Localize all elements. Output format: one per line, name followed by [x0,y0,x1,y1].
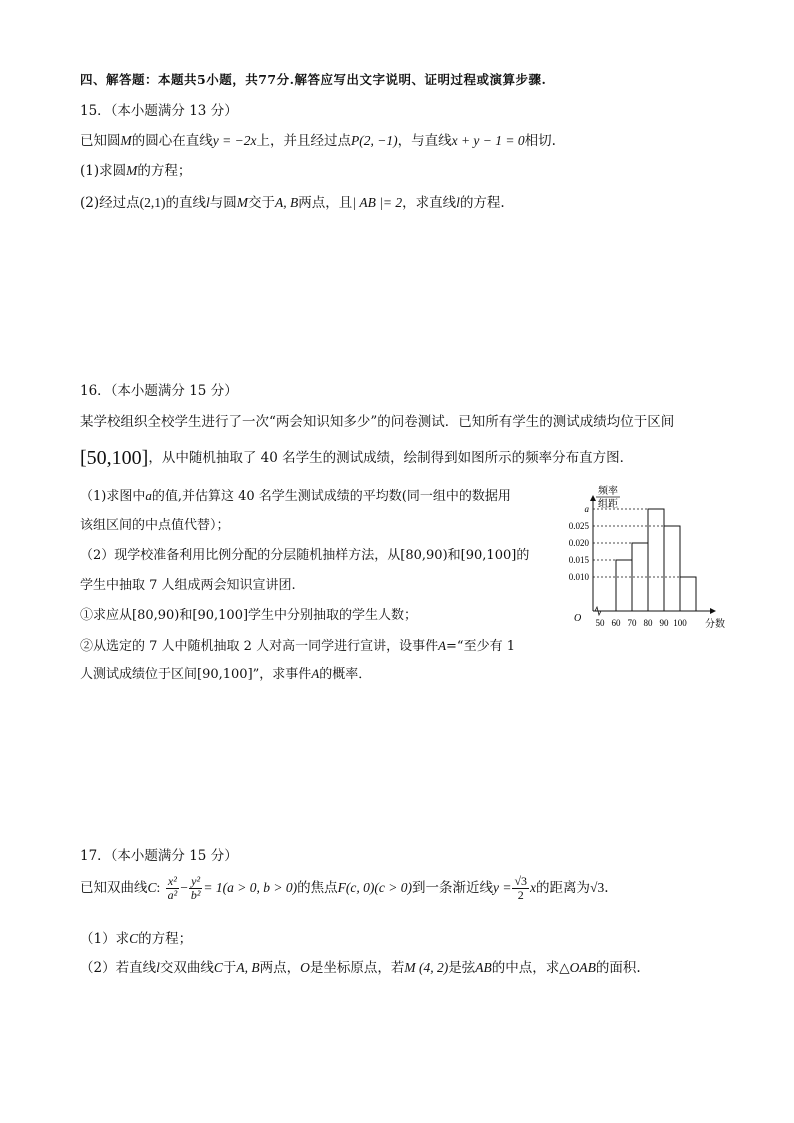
q15-circle-m: M [126,163,138,178]
x-tick-label: 50 [595,618,605,628]
q17-stem [80,873,609,903]
q17-part2 [80,958,641,978]
q16-interval-90-100: [90,100] [197,667,253,682]
q17-midpoint-m: M (4, 2) [404,960,449,975]
histogram-bar [680,577,696,611]
q15-part2-text: 与圆 [209,195,237,211]
q16-interval-80-90: [80,90) [400,548,448,563]
q16-interval: [50,100] [80,447,149,469]
q15-line-l: l [456,195,460,210]
q16-stem-text: ，从中随机抽取了 40 名学生的测试成绩，绘制得到如图所示的频率分布直方图． [148,450,634,466]
q16-stem-2 [80,448,633,468]
q15-stem-text: 已知圆 [80,133,121,149]
q17-part2-text: 的面积. [595,960,641,976]
y-tick-label: a [584,504,589,514]
q17-part2-text: 是弦 [448,960,476,976]
y-label-bottom: 组距 [598,499,618,510]
q15-part1-text: 的方程； [137,163,192,179]
q17-b2: b² [190,888,201,902]
y-tick-label: 0.015 [568,555,589,565]
q17-part2-text: 的中点，求 [491,960,560,976]
q17-hyperbola-c: C [213,960,223,975]
q16-var-a: a [145,488,152,503]
q15-stem-text: 的圆心在直线 [131,133,213,149]
section-title: 四、解答题：本题共5小题，共77分.解答应写出文字说明、证明过程或演算步骤. [80,72,547,87]
q17-period: . [604,880,609,896]
q17-fraction-asymptote [512,875,529,902]
q15-header: 15．（本小题满分 13 分） [80,103,238,119]
q17-sqrt3: √3 [514,874,528,888]
q17-distance: √3 [590,880,605,895]
q16-sub2-text: =“至少有 1 [446,639,515,654]
q16-part2-text: （2）现学校准备利用比例分配的分层随机抽样方法，从 [80,548,401,563]
q17-stem-text: 的焦点 [297,880,338,896]
q17-two: 2 [517,888,524,902]
q17-origin-o: O [300,960,310,975]
q15-line-l: l [206,195,210,210]
q17-part1-text: 的方程； [138,931,193,947]
q17-minus: − [180,880,188,895]
q17-stem-text: 已知双曲线 [80,880,148,896]
q17-x2: x² [166,875,180,889]
q17-part2-text: 交双曲线 [159,960,214,976]
q16-part1-text: （1)求图中 [80,489,146,504]
q15-stem-text: ，与直线 [397,133,452,149]
q17-part2-text: 于 [222,960,237,976]
histogram-bar [616,560,632,611]
x-tick-label: 70 [627,618,637,628]
q17-part1 [80,929,192,949]
histogram-bar [664,526,680,611]
q16-interval-80-90: [80,90) [132,608,180,623]
q15-part2-text: 交于 [248,195,276,211]
q17-colon: : [156,880,161,895]
q16-header: 16．（本小题满分 15 分） [80,383,238,399]
q16-part2-line1 [80,546,529,566]
q17-header: 17．（本小题满分 15 分） [80,848,238,864]
q15-line-eq: y = −2x [212,133,257,148]
y-tick-label: 0.025 [568,521,589,531]
q16-part2-text: 和 [447,548,461,563]
q16-event-a: A [438,638,447,653]
q16-interval-90-100: [90,100] [460,548,517,563]
q17-points-ab: A, B [236,960,260,975]
q17-fraction-y [189,875,203,902]
q15-tangent-line: x + y − 1 = 0 [451,133,525,148]
x-tick-label: 80 [643,618,653,628]
q17-condition: = 1(a > 0, b > 0) [203,880,298,895]
q16-sub2-text: ②从选定的 7 人中随机抽取 2 人对高一同学进行宣讲，设事件 [80,639,439,654]
q17-a2: a² [167,888,178,902]
x-tick-label: 90 [659,618,669,628]
q16-sub2-text: ”，求事件 [252,667,312,682]
q15-part2 [80,193,505,213]
q17-focus: F(c, 0)(c > 0) [337,880,412,895]
x-tick-label: 60 [611,618,621,628]
x-tick-label: 100 [673,618,687,628]
q16-sub1 [80,606,417,626]
q15-points-ab: A, B [275,195,299,210]
y-tick-label: 0.020 [568,538,589,548]
q17-fraction-x [166,875,180,902]
q15-part2-text: (2)经过点 [80,195,140,211]
q17-part2-text: 是坐标原点，若 [309,960,405,976]
q16-sub2-text: 人测试成绩位于区间 [80,667,198,682]
q17-part2-text: （2）若直线 [80,960,157,976]
q16-event-a: A [311,666,320,681]
q17-chord-ab: AB [475,960,492,975]
q17-hyperbola-c: C [129,931,139,946]
q16-part1-line2: 该组区间的中点值代替）； [80,518,230,533]
q16-stem-1: 某学校组织全校学生进行了一次“两会知识知多少”的问卷测试．已知所有学生的测试成绩均位于区间 [80,414,675,430]
q15-point-p: P(2, −1) [350,133,398,148]
q15-part2-text: 的方程. [459,195,505,211]
q16-part2-text: 的 [516,548,530,563]
q16-part2-line2: 学生中抽取 7 人组成两会知识宣讲团. [80,578,296,593]
q16-interval-90-100: [90,100] [192,608,249,623]
q17-hyperbola-c: C [147,880,157,895]
q17-part2-text: 两点， [259,960,301,976]
q17-stem-text: 到一条渐近线 [411,880,493,896]
q15-stem-text: 相切. [524,133,556,149]
x-axis-label: 分数 [705,619,725,630]
q16-part1-line1 [80,486,511,507]
q16-sub2-line1 [80,636,515,657]
q15-part2-text: ，求直线 [402,195,457,211]
q17-triangle-oab: △OAB [559,960,596,975]
origin-label: O [574,613,582,624]
q17-line-l: l [156,960,160,975]
q16-sub2-line2 [80,664,371,685]
q15-circle-m: M [120,133,132,148]
q15-point-21: (2,1) [139,195,166,210]
q17-stem-text: 的距离为 [536,880,591,896]
q15-stem [80,131,556,151]
y-label-top: 频率 [598,486,618,497]
y-tick-label: 0.010 [568,572,589,582]
q15-ab-length: | AB |= 2 [352,195,403,210]
histogram-bar [648,509,664,611]
q15-part1-text: (1)求圆 [80,163,127,179]
frequency-histogram [560,484,730,634]
q15-part2-text: 两点，且 [298,195,353,211]
q16-sub1-text: 和 [179,608,193,623]
q15-part1 [80,161,191,181]
q16-sub2-text: 的概率． [319,667,372,682]
q16-sub1-text: ①求应从 [80,608,133,623]
q16-sub1-text: 学生中分别抽取的学生人数； [248,608,418,623]
q15-stem-text: 上，并且经过点 [256,133,351,149]
q15-part2-text: 的直线 [165,195,206,211]
q17-y2: y² [189,875,203,889]
q17-asymptote-x: x [530,880,537,895]
q16-part1-text: 的值,并估算这 40 名学生测试成绩的平均数(同一组中的数据用 [151,489,511,504]
q15-circle-m: M [236,195,249,210]
q17-part1-text: （1）求 [80,931,130,947]
q17-asymptote-y: y = [492,880,512,895]
